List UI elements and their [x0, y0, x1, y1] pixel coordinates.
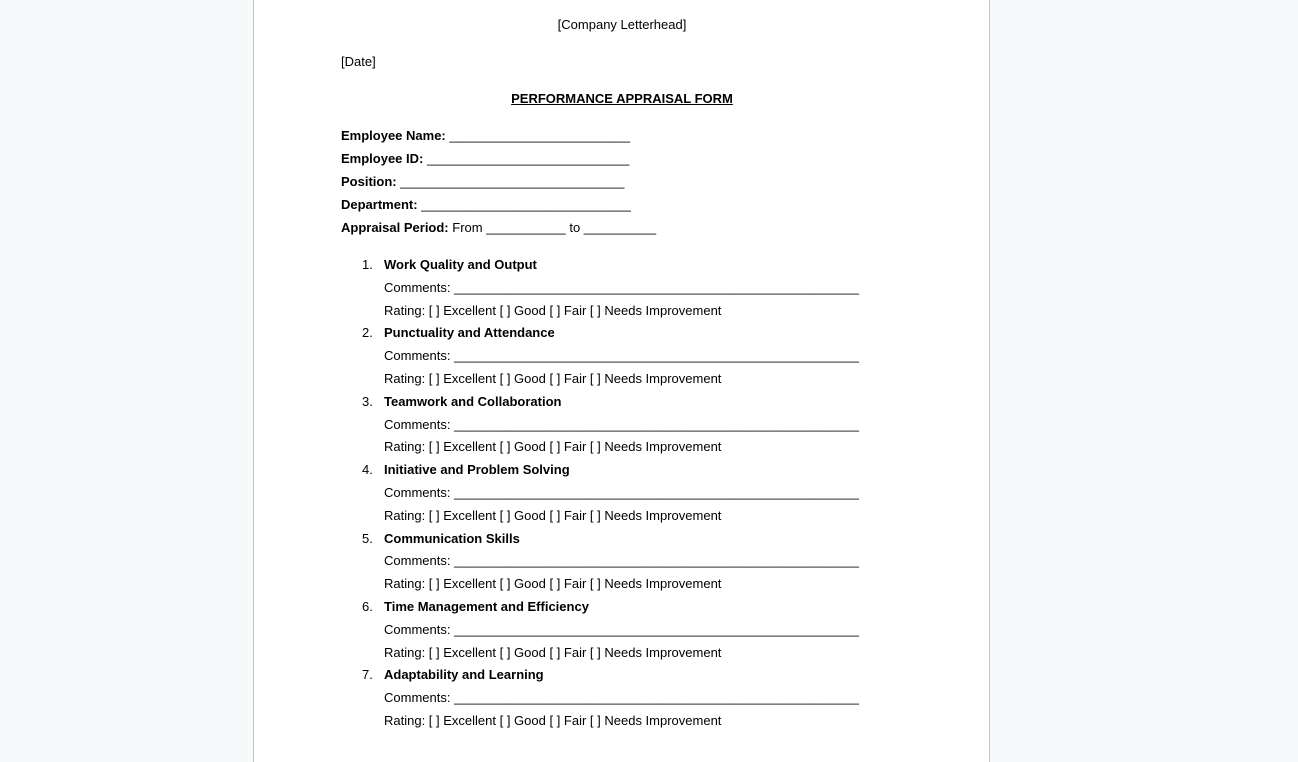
- section-title: Communication Skills: [384, 530, 520, 546]
- document-content[interactable]: [341, 16, 903, 735]
- section-rating: Rating: [ ] Excellent [ ] Good [ ] Fair [ ] Needs Improvement: [384, 507, 722, 523]
- appraisal-sections-list: [341, 256, 903, 735]
- appraisal-section: [341, 393, 903, 461]
- section-comments: Comments: ________________________________________________________: [384, 279, 859, 295]
- date-placeholder: [Date]: [341, 54, 376, 69]
- field-blank: _______________________________: [396, 174, 625, 189]
- section-rating: Rating: [ ] Excellent [ ] Good [ ] Fair [ ] Needs Improvement: [384, 439, 722, 455]
- field-label: Employee ID:: [341, 151, 424, 166]
- section-title: Teamwork and Collaboration: [384, 393, 562, 409]
- appraisal-section: [341, 256, 903, 324]
- appraisal-period-field: [341, 219, 903, 242]
- section-number: 6.: [362, 598, 373, 614]
- section-title: Time Management and Efficiency: [384, 598, 589, 614]
- field-label: Appraisal Period:: [341, 220, 449, 235]
- section-title: Work Quality and Output: [384, 257, 537, 272]
- section-comments: Comments: ________________________________________________________: [384, 348, 859, 364]
- field-blank: _____________________________: [417, 197, 631, 212]
- section-number: 5.: [362, 530, 373, 546]
- form-title: PERFORMANCE APPRAISAL FORM: [511, 91, 733, 106]
- document-page: [253, 0, 990, 762]
- employee-name-field: [341, 127, 903, 150]
- appraisal-section: [341, 324, 903, 392]
- section-comments: Comments: ________________________________________________________: [384, 621, 859, 637]
- section-comments: Comments: ________________________________________________________: [384, 416, 859, 432]
- section-comments: Comments: ________________________________________________________: [384, 553, 859, 569]
- appraisal-section: [341, 598, 903, 666]
- employee-fields: [341, 127, 903, 242]
- section-rating: Rating: [ ] Excellent [ ] Good [ ] Fair [ ] Needs Improvement: [384, 712, 722, 728]
- section-title: Initiative and Problem Solving: [384, 462, 570, 478]
- field-blank: _________________________: [445, 128, 631, 143]
- field-label: Department:: [341, 197, 418, 212]
- section-number: 3.: [362, 393, 373, 409]
- section-rating: Rating: [ ] Excellent [ ] Good [ ] Fair [ ] Needs Improvement: [384, 576, 722, 592]
- field-label: Position:: [341, 174, 397, 189]
- field-blank: ____________________________: [423, 151, 630, 166]
- company-letterhead: [Company Letterhead]: [557, 17, 687, 32]
- department-field: [341, 196, 903, 219]
- section-comments: Comments: ________________________________________________________: [384, 484, 859, 500]
- appraisal-section: [341, 666, 903, 734]
- field-blank: From ___________ to __________: [448, 220, 657, 235]
- section-rating: Rating: [ ] Excellent [ ] Good [ ] Fair [ ] Needs Improvement: [384, 644, 722, 660]
- section-number: 2.: [362, 325, 373, 341]
- field-label: Employee Name:: [341, 128, 446, 143]
- employee-id-field: [341, 150, 903, 173]
- section-number: 7.: [362, 667, 373, 683]
- section-comments: Comments: ________________________________________________________: [384, 690, 859, 706]
- section-rating: Rating: [ ] Excellent [ ] Good [ ] Fair [ ] Needs Improvement: [384, 302, 722, 318]
- section-title: Punctuality and Attendance: [384, 325, 555, 341]
- section-title: Adaptability and Learning: [384, 667, 544, 683]
- position-field: [341, 173, 903, 196]
- section-number: 1.: [362, 257, 373, 272]
- section-rating: Rating: [ ] Excellent [ ] Good [ ] Fair [ ] Needs Improvement: [384, 370, 722, 386]
- section-number: 4.: [362, 462, 373, 478]
- appraisal-section: [341, 530, 903, 598]
- appraisal-section: [341, 461, 903, 529]
